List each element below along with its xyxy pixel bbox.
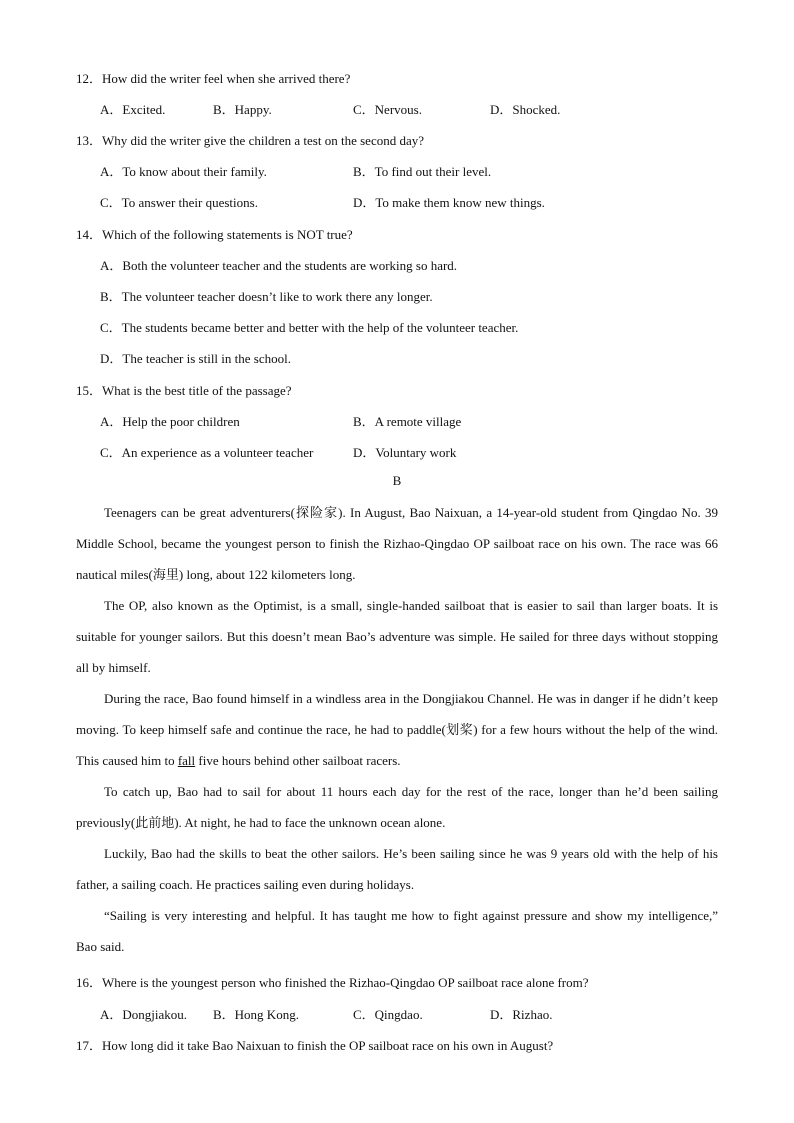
q16-option-d: D．Rizhao. [490, 1007, 553, 1022]
paragraph-3-text-before: During the race, Bao found himself in a windless area in the Dongjiakou Channel. He was in danger if he didn’t keep moving. To keep himself safe and continue the race, he had to paddle(划桨) for a few hours without the help of the wind. This caused him to [76, 691, 718, 768]
q15-option-c: C．An experience as a volunteer teacher [100, 445, 314, 460]
question-13-stem: 13．Why did the writer give the children a test on the second day? [76, 133, 425, 148]
question-16-stem: 16．Where is the youngest person who finished the Rizhao-Qingdao OP sailboat race alone from? [76, 975, 589, 990]
q16-option-a: A．Dongjiakou. [100, 1007, 188, 1022]
q15-option-b: B．A remote village [353, 414, 462, 429]
q15-option-d: D．Voluntary work [353, 445, 457, 460]
q14-option-c: C．The students became better and better with the help of the volunteer teacher. [100, 320, 519, 335]
q12-option-d: D．Shocked. [490, 102, 561, 117]
underlined-word-fall: fall [177, 753, 196, 768]
q14-option-b: B．The volunteer teacher doesn’t like to work there any longer. [100, 289, 433, 304]
passage-paragraph-6: “Sailing is very interesting and helpful. It has taught me how to fight against pressure and show my intelligence,” Bao said. [76, 908, 718, 954]
q16-option-b: B．Hong Kong. [213, 1007, 299, 1022]
q15-option-a: A．Help the poor children [100, 414, 240, 429]
paragraph-3-text-after: five hours behind other sailboat racers. [195, 753, 401, 768]
q14-option-a: A．Both the volunteer teacher and the students are working so hard. [100, 258, 458, 273]
q12-option-a: A．Excited. [100, 102, 166, 117]
passage-paragraph-2: The OP, also known as the Optimist, is a small, single-handed sailboat that is easier to sail than larger boats. It is suitable for younger sailors. But this doesn’t mean Bao’s adventure was simple. He sailed for three days without stopping all by himself. [76, 598, 718, 675]
q14-option-d: D．The teacher is still in the school. [100, 351, 291, 366]
question-14-stem: 14．Which of the following statements is NOT true? [76, 227, 353, 242]
passage-paragraph-1: Teenagers can be great adventurers(探险家). In August, Bao Naixuan, a 14-year-old student from Qingdao No. 39 Middle School, became the youngest person to finish the Rizhao-Qingdao OP sailboat race on his own. The race was 66 nautical miles(海里) long, about 122 kilometers long. [76, 505, 718, 582]
passage-b [76, 497, 718, 962]
passage-paragraph-5: Luckily, Bao had the skills to beat the other sailors. He’s been sailing since he was 9 years old with the help of his father, a sailing coach. He practices sailing even during holidays. [76, 846, 718, 892]
q12-option-b: B．Happy. [213, 102, 272, 117]
passage-paragraph-4: To catch up, Bao had to sail for about 11 hours each day for the rest of the race, longer than he’d been sailing previously(此前地). At night, he had to face the unknown ocean alone. [76, 784, 718, 830]
question-15-stem: 15．What is the best title of the passage? [76, 383, 292, 398]
q13-option-b: B．To find out their level. [353, 164, 492, 179]
q13-option-c: C．To answer their questions. [100, 195, 258, 210]
passage-paragraph-3 [76, 683, 718, 776]
question-12-stem: 12．How did the writer feel when she arrived there? [76, 71, 351, 86]
section-b-heading: B [392, 473, 402, 488]
q13-option-a: A．To know about their family. [100, 164, 267, 179]
q16-option-c: C．Qingdao. [353, 1007, 423, 1022]
q12-option-c: C．Nervous. [353, 102, 422, 117]
q13-option-d: D．To make them know new things. [353, 195, 545, 210]
question-17-stem: 17．How long did it take Bao Naixuan to finish the OP sailboat race on his own in August? [76, 1038, 554, 1053]
